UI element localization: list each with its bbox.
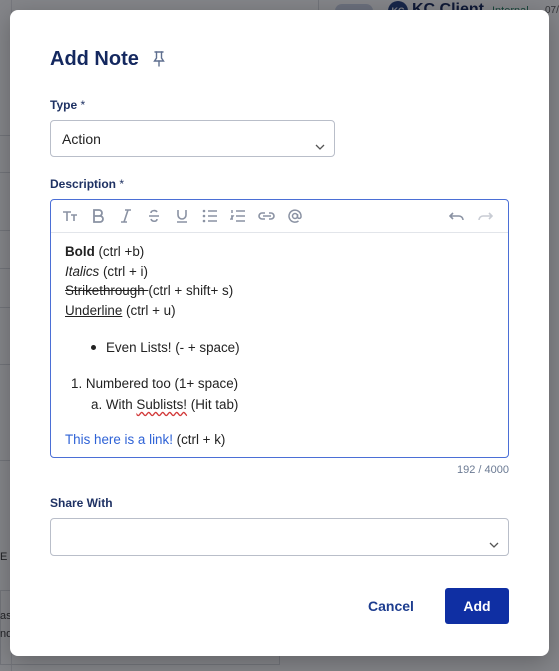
sublist-item (65, 395, 240, 415)
description-label (50, 177, 124, 191)
content-line-underline (65, 301, 240, 321)
sample-link[interactable]: This here is a link! (65, 431, 173, 447)
required-mark: * (80, 98, 86, 112)
type-select[interactable] (50, 120, 335, 157)
pin-icon[interactable] (152, 50, 166, 68)
type-label (50, 98, 85, 112)
share-with-label: Share With (50, 496, 113, 510)
link-hint: (ctrl + k) (172, 431, 226, 447)
share-with-select[interactable] (50, 518, 509, 556)
bold-hint: (ctrl +b) (94, 244, 145, 259)
sublist-item-post: (Hit tab) (187, 397, 239, 412)
underline-icon[interactable] (173, 207, 191, 225)
numbered-marker: 1. (71, 375, 83, 391)
sublist-marker: a. (91, 397, 103, 412)
character-counter: 192 / 4000 (457, 464, 509, 476)
underline-sample: Underline (65, 302, 123, 318)
content-line-link (65, 430, 240, 450)
spellcheck-word: Sublists! (136, 397, 188, 412)
dialog-title: Add Note (50, 48, 139, 70)
text-size-icon[interactable] (61, 207, 79, 225)
numbered-list-item (65, 374, 240, 394)
mention-icon[interactable] (286, 207, 304, 225)
sublist-item-pre: With (105, 397, 137, 412)
add-button[interactable]: Add (445, 588, 509, 624)
description-editor[interactable] (50, 199, 509, 458)
type-label-text: Type (50, 98, 78, 112)
numbered-item-text: Numbered too (1+ space) (85, 375, 239, 391)
redo-icon[interactable] (476, 207, 494, 225)
numbered-list-icon[interactable] (229, 207, 247, 225)
chevron-down-icon (315, 137, 325, 143)
content-line-strike (65, 281, 240, 301)
bold-icon[interactable] (89, 207, 107, 225)
editor-content[interactable] (65, 242, 240, 449)
add-note-dialog (10, 10, 549, 656)
description-label-text: Description (50, 177, 117, 191)
cancel-button[interactable]: Cancel (368, 598, 414, 614)
bullet-item-text: Even Lists! (- + space) (106, 340, 240, 355)
italic-hint: (ctrl + i) (99, 263, 148, 279)
bold-sample: Bold (65, 244, 95, 259)
chevron-down-icon (489, 535, 499, 541)
content-line-italic (65, 262, 240, 282)
required-mark: * (119, 177, 125, 191)
italic-sample: Italics (65, 263, 100, 279)
strikethrough-icon[interactable] (145, 207, 163, 225)
type-select-value: Action (62, 131, 101, 147)
bullet-list-icon[interactable] (201, 207, 219, 225)
strikethrough-hint: (ctrl + shift+ s) (148, 283, 234, 298)
underline-hint: (ctrl + u) (122, 302, 176, 318)
undo-icon[interactable] (448, 207, 466, 225)
content-line-bold (65, 242, 240, 262)
link-icon[interactable] (257, 207, 277, 225)
italic-icon[interactable] (117, 207, 135, 225)
editor-toolbar (51, 200, 508, 233)
strikethrough-sample: Strikethrough (65, 283, 149, 298)
bullet-list-item (65, 338, 240, 358)
bullet-dot-icon (91, 345, 96, 350)
